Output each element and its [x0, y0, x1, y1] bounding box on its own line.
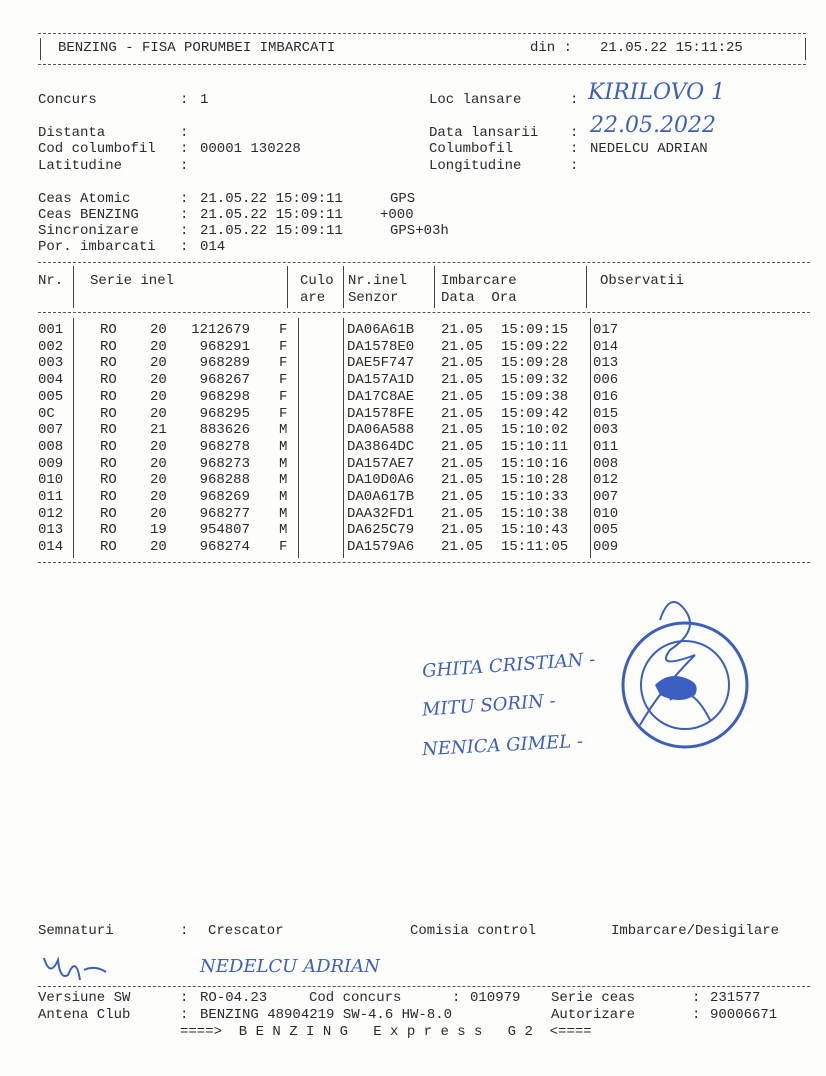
ceas-atomic-label: Ceas Atomic	[38, 191, 131, 207]
row-country: RO	[100, 472, 117, 489]
row-date: 21.05	[441, 322, 484, 338]
row-ring-number: 968298	[199, 388, 250, 405]
row-time: 15:10:33	[501, 489, 569, 505]
row-nr: 005	[38, 388, 64, 405]
serie-ceas-value: 231577	[710, 990, 761, 1006]
row-date: 21.05	[441, 355, 484, 372]
row-date: 21.05	[441, 472, 484, 489]
table-row	[0, 472, 826, 488]
row-observation: 012	[593, 472, 619, 489]
table-row	[0, 339, 826, 355]
commission-signature-2: MITU SORIN -	[421, 690, 557, 721]
row-sensor: DA1578FE	[347, 405, 415, 422]
cod-concurs-label: Cod concurs	[309, 990, 402, 1006]
data-lansarii-label: Data lansarii	[429, 125, 539, 141]
col-header-culoare-2: are	[300, 290, 326, 306]
comisia-control-label: Comisia control	[410, 923, 537, 939]
row-year: 21	[150, 422, 167, 439]
colon: :	[180, 923, 189, 939]
row-country: RO	[100, 455, 117, 472]
autorizare-value: 90006671	[710, 1007, 778, 1023]
row-observation: 007	[593, 489, 619, 505]
table-top-rule	[38, 262, 810, 263]
row-country: RO	[100, 522, 117, 539]
row-time: 15:10:43	[501, 522, 569, 539]
crescator-label: Crescator	[208, 923, 284, 939]
row-date: 21.05	[441, 388, 484, 405]
row-sex: F	[279, 355, 288, 372]
row-time: 15:10:02	[501, 422, 569, 439]
semnaturi-label: Semnaturi	[38, 923, 114, 939]
row-sex: M	[279, 472, 288, 489]
colon: :	[570, 141, 579, 157]
row-ring-number: 968278	[199, 438, 250, 455]
cod-columbofil-value: 00001 130228	[200, 141, 301, 157]
row-country: RO	[100, 372, 117, 389]
table-row	[0, 322, 826, 338]
row-nr: 011	[38, 489, 64, 505]
columbofil-value: NEDELCU ADRIAN	[590, 141, 708, 157]
col-header-imbarcare: Imbarcare	[441, 273, 517, 289]
porumbei-imbarcati-label: Por. imbarcati	[38, 239, 156, 255]
row-date: 21.05	[441, 522, 484, 539]
row-nr: 004	[38, 372, 64, 389]
row-time: 15:10:28	[501, 472, 569, 489]
row-date: 21.05	[441, 405, 484, 422]
row-year: 20	[150, 355, 167, 372]
row-ring-number: 968295	[199, 405, 250, 422]
row-country: RO	[100, 322, 117, 338]
table-bottom-rule	[38, 562, 810, 563]
col-header-observatii: Observatii	[600, 273, 685, 289]
serie-ceas-label: Serie ceas	[551, 990, 636, 1006]
sincronizare-label: Sincronizare	[38, 223, 139, 239]
row-time: 15:09:15	[501, 322, 569, 338]
row-nr: 013	[38, 522, 64, 539]
row-country: RO	[100, 422, 117, 439]
row-sex: F	[279, 322, 288, 338]
table-row	[0, 355, 826, 371]
row-nr: 001	[38, 322, 64, 338]
row-nr: 0C	[38, 405, 55, 422]
ceas-benzing-label: Ceas BENZING	[38, 207, 139, 223]
colon: :	[180, 239, 189, 255]
autorizare-label: Autorizare	[551, 1007, 636, 1023]
row-nr: 012	[38, 505, 64, 522]
row-date: 21.05	[441, 505, 484, 522]
row-time: 15:10:38	[501, 505, 569, 522]
colon: :	[180, 1007, 189, 1023]
row-sex: M	[279, 505, 288, 522]
row-sensor: DA06A61B	[347, 322, 415, 338]
row-year: 19	[150, 522, 167, 539]
row-sensor: DA1579A6	[347, 539, 415, 556]
row-time: 15:09:22	[501, 338, 569, 355]
row-date: 21.05	[441, 372, 484, 389]
ceas-benzing-value: 21.05.22 15:09:11	[200, 207, 343, 223]
row-time: 15:11:05	[501, 539, 569, 556]
columbofil-label: Columbofil	[429, 141, 514, 157]
row-nr: 008	[38, 438, 64, 455]
row-sensor: DA3864DC	[347, 438, 415, 455]
col-divider	[287, 266, 288, 308]
row-nr: 007	[38, 422, 64, 439]
row-ring-number: 954807	[199, 522, 250, 539]
ceas-atomic-value: 21.05.22 15:09:11	[200, 191, 343, 207]
sincronizare-note: GPS+03h	[390, 223, 449, 239]
col-header-nr: Nr.	[38, 273, 64, 289]
colon: :	[692, 990, 701, 1006]
col-header-nr-inel: Nr.inel	[348, 273, 407, 289]
colon: :	[692, 1007, 701, 1023]
row-year: 20	[150, 405, 167, 422]
col-header-data-ora: Data Ora	[441, 290, 517, 306]
row-country: RO	[100, 505, 117, 522]
row-date: 21.05	[441, 539, 484, 556]
row-time: 15:09:28	[501, 355, 569, 372]
row-sex: F	[279, 388, 288, 405]
colon: :	[452, 990, 461, 1006]
row-sex: F	[279, 539, 288, 556]
row-year: 20	[150, 438, 167, 455]
table-row	[0, 389, 826, 405]
commission-signature-1: GHITA CRISTIAN -	[421, 648, 596, 683]
colon: :	[180, 125, 189, 141]
stamp-signature-scribble	[640, 602, 710, 725]
header-right-border	[805, 38, 806, 60]
colon: :	[180, 141, 189, 157]
colon: :	[180, 223, 189, 239]
row-year: 20	[150, 539, 167, 556]
row-year: 20	[150, 388, 167, 405]
row-country: RO	[100, 338, 117, 355]
concurs-label: Concurs	[38, 92, 97, 108]
row-sensor: DA157AE7	[347, 455, 415, 472]
row-country: RO	[100, 489, 117, 505]
colon: :	[180, 191, 189, 207]
row-sensor: DA1578E0	[347, 338, 415, 355]
antena-club-value: BENZING 48904219 SW-4.6 HW-8.0	[200, 1007, 453, 1023]
row-observation: 006	[593, 372, 619, 389]
colon: :	[180, 207, 189, 223]
header-bottom-rule	[38, 64, 806, 65]
row-sex: F	[279, 372, 288, 389]
row-year: 20	[150, 338, 167, 355]
row-ring-number: 968267	[199, 372, 250, 389]
col-header-senzor: Senzor	[348, 290, 399, 306]
row-date: 21.05	[441, 489, 484, 505]
row-sensor: DA10D0A6	[347, 472, 415, 489]
table-row	[0, 506, 826, 522]
row-date: 21.05	[441, 338, 484, 355]
row-observation: 015	[593, 405, 619, 422]
row-country: RO	[100, 405, 117, 422]
row-observation: 009	[593, 539, 619, 556]
col-header-culoare-1: Culo	[300, 273, 334, 289]
table-row	[0, 406, 826, 422]
loc-lansare-handwritten: KIRILOVO 1	[588, 80, 726, 105]
row-ring-number: 1212679	[191, 322, 250, 338]
row-sex: M	[279, 522, 288, 539]
row-ring-number: 968273	[199, 455, 250, 472]
data-lansarii-handwritten: 22.05.2022	[590, 113, 716, 138]
row-year: 20	[150, 455, 167, 472]
row-observation: 010	[593, 505, 619, 522]
crescator-initials-signature	[40, 950, 110, 985]
table-row	[0, 422, 826, 438]
imbarcare-desigilare-label: Imbarcare/Desigilare	[611, 923, 780, 939]
loc-lansare-label: Loc lansare	[429, 92, 522, 108]
row-time: 15:09:38	[501, 388, 569, 405]
colon: :	[180, 92, 189, 108]
header-left-border	[40, 38, 41, 60]
row-observation: 005	[593, 522, 619, 539]
print-datetime: 21.05.22 15:11:25	[600, 40, 743, 56]
row-year: 20	[150, 472, 167, 489]
colon: :	[570, 92, 579, 108]
row-year: 20	[150, 322, 167, 338]
row-nr: 014	[38, 539, 64, 556]
cod-columbofil-label: Cod columbofil	[38, 141, 156, 157]
commission-signature-3: NENICA GIMEL -	[421, 730, 584, 761]
colon: :	[180, 158, 189, 174]
row-sensor: DA17C8AE	[347, 388, 415, 405]
footer-rule	[38, 986, 810, 987]
row-sex: M	[279, 489, 288, 505]
colon: :	[570, 158, 579, 174]
row-date: 21.05	[441, 455, 484, 472]
row-ring-number: 968289	[199, 355, 250, 372]
row-time: 15:09:42	[501, 405, 569, 422]
row-nr: 010	[38, 472, 64, 489]
document-title: BENZING - FISA PORUMBEI IMBARCATI	[58, 40, 336, 56]
colon: :	[180, 990, 189, 1006]
row-observation: 011	[593, 438, 619, 455]
row-observation: 013	[593, 355, 619, 372]
cod-concurs-value: 010979	[470, 990, 521, 1006]
table-row	[0, 539, 826, 555]
row-sensor: DA625C79	[347, 522, 415, 539]
porumbei-imbarcati-value: 014	[200, 239, 226, 255]
row-country: RO	[100, 355, 117, 372]
row-sex: F	[279, 338, 288, 355]
row-ring-number: 968277	[199, 505, 250, 522]
row-nr: 009	[38, 455, 64, 472]
row-observation: 003	[593, 422, 619, 439]
row-sex: M	[279, 455, 288, 472]
row-sensor: DA06A588	[347, 422, 415, 439]
distanta-label: Distanta	[38, 125, 106, 141]
row-ring-number: 968274	[199, 539, 250, 556]
row-country: RO	[100, 539, 117, 556]
row-nr: 002	[38, 338, 64, 355]
row-time: 15:10:16	[501, 455, 569, 472]
row-sensor: DAA32FD1	[347, 505, 415, 522]
row-observation: 017	[593, 322, 619, 338]
table-row	[0, 522, 826, 538]
row-year: 20	[150, 505, 167, 522]
row-sensor: DAE5F747	[347, 355, 415, 372]
antena-club-label: Antena Club	[38, 1007, 131, 1023]
latitudine-label: Latitudine	[38, 158, 123, 174]
row-country: RO	[100, 438, 117, 455]
row-year: 20	[150, 489, 167, 505]
col-divider	[343, 266, 344, 308]
longitudine-label: Longitudine	[429, 158, 522, 174]
colon: :	[570, 125, 579, 141]
table-row	[0, 456, 826, 472]
col-divider	[73, 266, 74, 308]
row-time: 15:09:32	[501, 372, 569, 389]
row-observation: 016	[593, 388, 619, 405]
table-header-rule	[38, 312, 810, 313]
row-time: 15:10:11	[501, 438, 569, 455]
row-sex: F	[279, 405, 288, 422]
din-label: din :	[530, 40, 573, 56]
table-row	[0, 372, 826, 388]
row-ring-number: 968269	[199, 489, 250, 505]
benzing-express-banner: ====> B E N Z I N G E x p r e s s G 2 <====	[180, 1024, 592, 1040]
row-ring-number: 968291	[199, 338, 250, 355]
versiune-sw-label: Versiune SW	[38, 990, 131, 1006]
row-sex: M	[279, 438, 288, 455]
row-ring-number: 883626	[199, 422, 250, 439]
row-sex: M	[279, 422, 288, 439]
header-top-rule	[38, 33, 806, 34]
concurs-value: 1	[200, 92, 209, 108]
row-country: RO	[100, 388, 117, 405]
crescator-name-signature: NEDELCU ADRIAN	[200, 956, 380, 977]
row-date: 21.05	[441, 422, 484, 439]
row-sensor: DA0A617B	[347, 489, 415, 505]
versiune-sw-value: RO-04.23	[200, 990, 268, 1006]
col-divider	[586, 266, 587, 308]
ceas-atomic-note: GPS	[390, 191, 416, 207]
sincronizare-value: 21.05.22 15:09:11	[200, 223, 343, 239]
row-observation: 014	[593, 338, 619, 355]
row-sensor: DA157A1D	[347, 372, 415, 389]
table-row	[0, 489, 826, 505]
row-year: 20	[150, 372, 167, 389]
col-divider	[434, 266, 435, 308]
col-header-serie-inel: Serie inel	[90, 273, 175, 289]
table-row	[0, 439, 826, 455]
row-ring-number: 968288	[199, 472, 250, 489]
row-nr: 003	[38, 355, 64, 372]
ceas-benzing-note: +000	[380, 207, 414, 223]
row-observation: 008	[593, 455, 619, 472]
club-stamp	[600, 590, 760, 760]
row-date: 21.05	[441, 438, 484, 455]
